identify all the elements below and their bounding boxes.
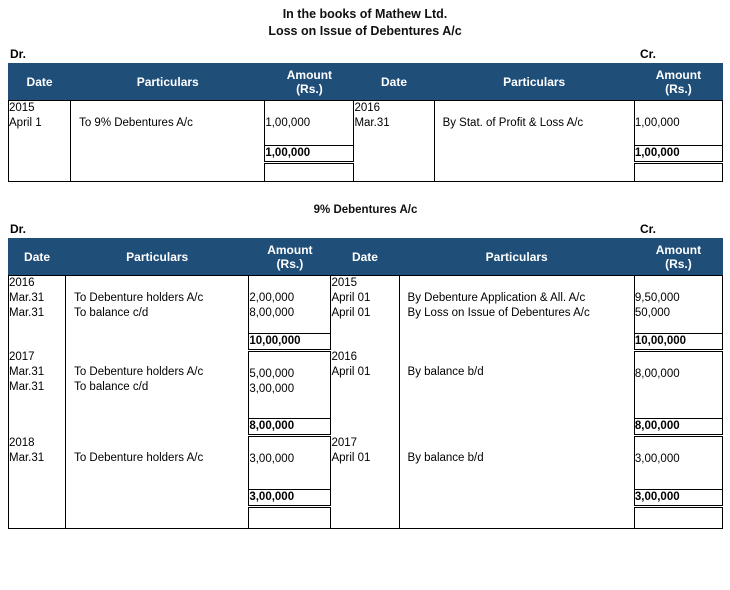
ledger2-b2-credit-amount-cell: [634, 436, 722, 468]
ledger2-b0-debit-date-3: Mar.31: [9, 307, 45, 319]
ledger2-b1-debit-date-2: Mar.31: [9, 366, 45, 378]
ledger1-gap-credit-date: [354, 131, 434, 145]
ledger2-b1-gap-6: [634, 397, 722, 419]
ledger2-trailing-3: [249, 506, 331, 529]
ledger1-total-credit-particulars: [434, 145, 634, 162]
ledger1-total-credit-date: [354, 145, 434, 162]
ledger2-col-credit-amount-line1: Amount: [655, 243, 702, 257]
ledger2-col-debit-amount-line2: (Rs.): [276, 257, 304, 271]
ledger2-b0-total-credit-part: [399, 333, 634, 350]
ledger1-trailing-credit-date: [354, 162, 434, 182]
ledger2-b0-total-row: [9, 333, 723, 350]
ledger2-b2-total-date: [9, 489, 66, 506]
ledger2-b2-credit-date-cell: [331, 436, 399, 468]
ledger2-b0-credit-date-cell: [331, 276, 399, 322]
ledger1-credit-particulars-line-1: [443, 101, 634, 116]
ledger1-debit-particulars-line-2: To 9% Debentures A/c: [79, 117, 193, 129]
ledger1-credit-particulars-cell: [434, 101, 634, 132]
ledger2-b2-credit-total: 3,00,000: [634, 489, 722, 506]
ledger2-b1-credit-amount-cell: [634, 350, 722, 397]
ledger2-b2-gap-3: [249, 467, 331, 489]
ledger1-col-credit-date: Date: [354, 64, 434, 101]
ledger2-b0-credit-amt-2: 9,50,000: [634, 292, 680, 304]
ledger1-credit-amount-line-1: [635, 101, 722, 116]
ledger2-b1-credit-date-1: 2016: [331, 351, 358, 363]
ledger2-b0-gap-row: [9, 321, 723, 333]
ledger2-b2-debit-date-1: 2018: [9, 436, 35, 449]
ledger1-header-row: [9, 64, 723, 101]
ledger2-b2-credit-amt-2: 3,00,000: [634, 453, 680, 465]
ledger2-b1-credit-part-2: By balance b/d: [407, 366, 484, 378]
ledger2-trailing-4: [331, 506, 399, 529]
ledger2-b1-gap-1: [9, 397, 66, 419]
ledger1-credit-total: 1,00,000: [634, 145, 722, 162]
ledger2-b0-debit-amt-2: 2,00,000: [249, 292, 295, 304]
ledger2-b1-total-row: [9, 419, 723, 436]
loss-on-issue-of-debentures-ledger: [8, 63, 723, 182]
ledger1-col-debit-amount: [265, 64, 354, 101]
ledger1-total-row: [9, 145, 723, 162]
ledger2-b2-gap-row: [9, 467, 723, 489]
ledger2-b0-debit-date-1: 2016: [9, 277, 35, 289]
ledger2-b1-debit-amt-2: 5,00,000: [249, 367, 295, 380]
ledger1-trailing-debit-particulars: [71, 162, 265, 182]
ledger2-col-debit-date: Date: [9, 239, 66, 276]
ledger2-header-row: [9, 239, 723, 276]
ledger2-b1-total-credit-date: [331, 419, 399, 436]
ledger2-b2-gap-6: [634, 467, 722, 489]
ledger1-gap-debit-amount: [265, 131, 354, 145]
ledger2-b2-credit-date-2: April 01: [331, 451, 371, 464]
ledger2-b2-debit-particulars-cell: [66, 436, 249, 468]
ledger1-col-debit-date: Date: [9, 64, 71, 101]
ledger2-b0-debit-particulars-cell: [66, 276, 249, 322]
ledger2-b0-gap-5: [399, 321, 634, 333]
ledger1-col-credit-amount-line2: (Rs.): [665, 82, 692, 96]
ledger2-b0-total-credit-date: [331, 333, 399, 350]
ledger2-col-credit-date: Date: [331, 239, 399, 276]
ledger1-debit-particulars-line-1: [79, 101, 264, 116]
ledger2-b0-gap-1: [9, 321, 66, 333]
ledger2-col-debit-amount: [249, 239, 331, 276]
ledger2-b0-debit-date-cell: [9, 276, 66, 322]
ledger2-b2-total-row: [9, 489, 723, 506]
ledger2-trailing-1: [9, 506, 66, 529]
ledger1-debit-total: 1,00,000: [265, 145, 354, 162]
ledger2-credit-label: Cr.: [640, 222, 657, 236]
ledger1-credit-label: Cr.: [640, 47, 657, 61]
ledger2-b0-total-date: [9, 333, 66, 350]
ledger2-b2-debit-part-1: [74, 436, 248, 451]
ledger2-b0-debit-total: 10,00,000: [249, 333, 331, 350]
ledger2-b0-credit-part-3: By Loss on Issue of Debentures A/c: [407, 307, 590, 319]
ledger2-b2-gap-5: [399, 467, 634, 489]
ledger2-b1-credit-part-1: [408, 350, 634, 365]
ledger2-b1-gap-2: [66, 397, 249, 419]
ledger2-b1-credit-total: 8,00,000: [634, 419, 722, 436]
ledger1-trailing-credit-amount: [634, 162, 722, 182]
ledger1-credit-date-line-2: Mar.31: [354, 117, 390, 129]
ledger2-b2-debit-total: 3,00,000: [249, 489, 331, 506]
ledger2-b0-debit-part-2: To Debenture holders A/c: [74, 292, 204, 304]
ledger1-col-debit-particulars: Particulars: [71, 64, 265, 101]
ledger2-b1-debit-total: 8,00,000: [249, 419, 331, 436]
ledger2-b2-gap-1: [9, 467, 66, 489]
ledger1-debit-label: Dr.: [10, 47, 27, 61]
ledger2-b1-gap-row: [9, 397, 723, 419]
ledger2-b0-debit-part-1: [74, 276, 248, 291]
ledger2-b2-debit-part-2: To Debenture holders A/c: [74, 451, 204, 464]
ledger2-b2-credit-date-1: 2017: [331, 436, 358, 449]
ledger2-b1-gap-4: [331, 397, 399, 419]
ledger1-trailing-row: [9, 162, 723, 182]
ledger1-col-debit-amount-line1: Amount: [286, 68, 333, 82]
ledger2-b2-credit-part-1: [408, 436, 634, 451]
ledger2-b0-gap-2: [66, 321, 249, 333]
ledger1-col-debit-amount-line2: (Rs.): [296, 82, 323, 96]
ledger1-debit-date-cell: [9, 101, 71, 132]
ledger1-debit-amount-cell: [265, 101, 354, 132]
ledger2-b2-credit-part-2: By balance b/d: [407, 451, 484, 464]
table-row: [9, 350, 723, 397]
ledger1-debit-amount-line-1: [265, 101, 353, 116]
ledger2-b0-gap-6: [634, 321, 722, 333]
ledger1-debit-particulars-cell: [71, 101, 265, 132]
ledger2-trailing-6: [634, 506, 722, 529]
ledger2-b0-debit-amt-3: 8,00,000: [249, 307, 295, 319]
ledger1-credit-date-cell: [354, 101, 434, 132]
ledger1-debit-amount-line-2: 1,00,000: [265, 117, 311, 129]
ledger2-b2-credit-amt-1: [635, 437, 722, 452]
ledger1-col-credit-amount-line1: Amount: [655, 68, 702, 82]
ledger2-trailing-2: [66, 506, 249, 529]
ledger2-col-debit-amount-line1: Amount: [267, 243, 313, 257]
ledger2-b0-credit-date-3: April 01: [331, 307, 371, 319]
ledger2-b0-credit-part-2: By Debenture Application & All. A/c: [407, 292, 586, 304]
ledger2-b1-total-part: [66, 419, 249, 436]
ledger2-b1-debit-particulars-cell: [66, 350, 249, 397]
ledger2-trailing-5: [399, 506, 634, 529]
ledger1-debit-date-line-2: April 1: [9, 117, 42, 129]
page-title-line-2: Loss on Issue of Debentures A/c: [268, 24, 462, 38]
ledger1-credit-date-line-1: 2016: [354, 102, 381, 114]
ledger2-b1-debit-date-1: 2017: [9, 351, 35, 363]
ledger2-b0-credit-total: 10,00,000: [634, 333, 722, 350]
ledger2-b0-gap-3: [249, 321, 331, 333]
table-row: [9, 436, 723, 468]
ledger2-b2-total-credit-date: [331, 489, 399, 506]
ledger1-gap-row: [9, 131, 723, 145]
ledger1-gap-credit-particulars: [434, 131, 634, 145]
ledger2-b1-debit-part-3: To balance c/d: [74, 381, 149, 393]
ledger2-b1-credit-amt-1: [635, 352, 722, 367]
ledger2-b2-total-part: [66, 489, 249, 506]
ledger2-b2-gap-4: [331, 467, 399, 489]
ledger2-b0-credit-amount-cell: [634, 276, 722, 322]
ledger2-b0-credit-amt-1: [635, 276, 722, 291]
ledger2-b2-debit-date-2: Mar.31: [9, 451, 45, 464]
ledger2-b1-debit-part-2: To Debenture holders A/c: [74, 366, 204, 378]
ledger1-trailing-debit-date: [9, 162, 71, 182]
table-row: [9, 276, 723, 322]
ledger2-trailing-row: [9, 506, 723, 529]
ledger1-debit-date-line-1: 2015: [9, 102, 35, 114]
ledger1-gap-credit-amount: [634, 131, 722, 145]
ledger1-trailing-debit-amount: [265, 162, 354, 182]
ledger2-b0-gap-4: [331, 321, 399, 333]
ledger2-b0-credit-part-1: [408, 276, 634, 291]
page-title: [0, 6, 730, 40]
ledger1-total-debit-date: [9, 145, 71, 162]
ledger1-col-credit-amount: [634, 64, 722, 101]
ledger2-b2-debit-date-cell: [9, 436, 66, 468]
ledger2-col-credit-amount: [634, 239, 722, 276]
ledger2-b1-debit-date-3: Mar.31: [9, 381, 45, 393]
ledger2-b2-debit-amount-cell: [249, 436, 331, 468]
page-title-line-1: In the books of Mathew Ltd.: [282, 7, 448, 21]
ledger1-credit-amount-cell: [634, 101, 722, 132]
ledger2-b0-credit-date-1: 2015: [331, 277, 358, 289]
nine-percent-debentures-ledger: [8, 238, 723, 529]
ledger1-trailing-credit-particulars: [434, 162, 634, 182]
ledger2-b1-debit-part-1: [74, 350, 248, 365]
ledger2-b0-credit-amt-3: 50,000: [634, 307, 671, 319]
ledger2-b0-total-part: [66, 333, 249, 350]
ledger2-b1-gap-5: [399, 397, 634, 419]
ledger2-b2-debit-amt-1: [249, 437, 330, 452]
ledger1-gap-debit-date: [9, 131, 71, 145]
ledger2-b1-credit-particulars-cell: [399, 350, 634, 397]
ledger2-b0-debit-amount-cell: [249, 276, 331, 322]
ledger2-b0-debit-part-3: To balance c/d: [74, 307, 149, 319]
ledger2-b1-total-date: [9, 419, 66, 436]
table-row: [9, 101, 723, 132]
ledger2-b1-debit-amount-cell: [249, 350, 331, 397]
ledger2-b2-credit-particulars-cell: [399, 436, 634, 468]
ledger2-col-credit-amount-line2: (Rs.): [665, 257, 692, 271]
ledger2-col-credit-particulars: Particulars: [399, 239, 634, 276]
ledger1-total-debit-particulars: [71, 145, 265, 162]
ledger2-b0-credit-particulars-cell: [399, 276, 634, 322]
ledger2-b1-total-credit-part: [399, 419, 634, 436]
ledger1-credit-amount-line-2: 1,00,000: [634, 117, 680, 129]
ledger1-col-credit-particulars: Particulars: [434, 64, 634, 101]
ledger2-drcr-strip: [0, 221, 730, 238]
ledger2-b1-debit-amt-3: 3,00,000: [249, 382, 295, 395]
ledger2-b1-credit-amt-2: 8,00,000: [634, 367, 680, 380]
ledger2-b0-debit-date-2: Mar.31: [9, 292, 45, 304]
ledger2-b2-gap-2: [66, 467, 249, 489]
ledger2-b1-credit-date-2: April 01: [331, 366, 371, 378]
ledger1-drcr-strip: [0, 46, 730, 63]
ledger2-b1-credit-date-cell: [331, 350, 399, 397]
ledger2-b1-debit-date-cell: [9, 350, 66, 397]
ledger2-debit-label: Dr.: [10, 222, 27, 236]
ledger2-b2-total-credit-part: [399, 489, 634, 506]
ledger2-b0-credit-date-2: April 01: [331, 292, 371, 304]
ledger2-b1-debit-amt-1: [249, 352, 330, 367]
ledger1-credit-particulars-line-2: By Stat. of Profit & Loss A/c: [442, 117, 584, 129]
ledger2-b0-debit-amt-1: [249, 276, 330, 291]
ledger2-col-debit-particulars: Particulars: [66, 239, 249, 276]
ledger1-gap-debit-particulars: [71, 131, 265, 145]
ledger2-title: 9% Debentures A/c: [313, 204, 418, 216]
ledger2-b1-gap-3: [249, 397, 331, 419]
ledger2-b2-debit-amt-2: 3,00,000: [249, 453, 295, 465]
